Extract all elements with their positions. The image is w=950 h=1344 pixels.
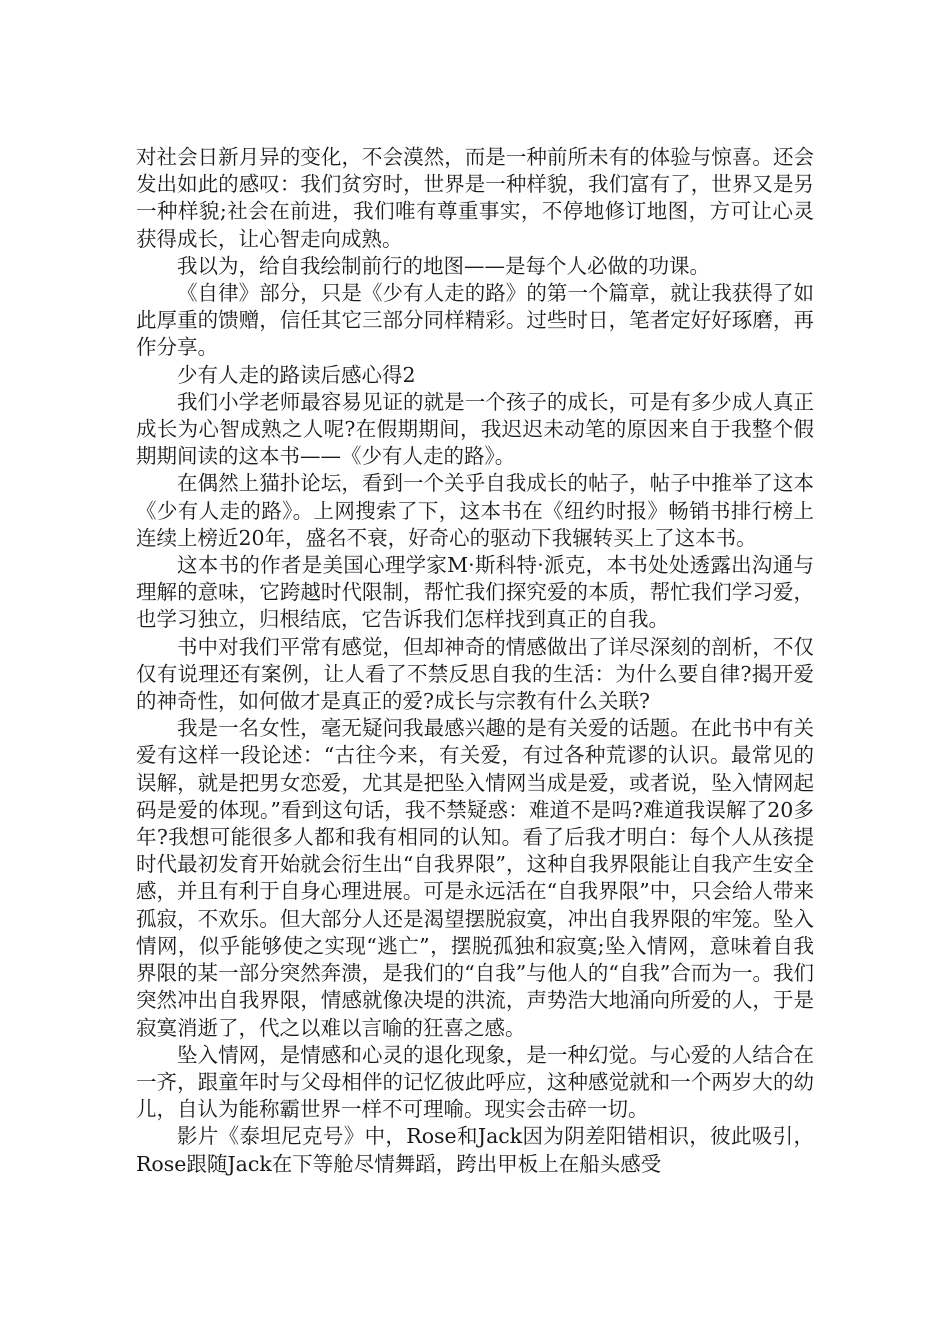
paragraph-continued: 对社会日新月异的变化，不会漠然，而是一种前所未有的体验与惊喜。还会发出如此的感叹：我们贫穷时，世界是一种样貌，我们富有了，世界又是另一种样貌;社会在前进，我们唯有尊重事实，不停地修订地图，方可让心灵获得成长，让心智走向成熟。 <box>136 145 814 251</box>
paragraph: 影片《泰坦尼克号》中，Rose和Jack因为阴差阳错相识，彼此吸引，Rose跟随Jack在下等舱尽情舞蹈，跨出甲板上在船头感受 <box>136 1124 814 1176</box>
paragraph: 书中对我们平常有感觉，但却神奇的情感做出了详尽深刻的剖析，不仅仅有说理还有案例，让人看了不禁反思自我的生活：为什么要自律?揭开爱的神奇性，如何做才是真正的爱?成长与宗教有什么关联? <box>136 634 814 714</box>
paragraph: 坠入情网，是情感和心灵的退化现象，是一种幻觉。与心爱的人结合在一齐，跟童年时与父母相伴的记忆彼此呼应，这种感觉就和一个两岁大的幼儿，自认为能称霸世界一样不可理喻。现实会击碎一切。 <box>136 1042 814 1122</box>
paragraph: 《自律》部分，只是《少有人走的路》的第一个篇章，就让我获得了如此厚重的馈赠，信任其它三部分同样精彩。过些时日，笔者定好好琢磨，再作分享。 <box>136 281 814 360</box>
paragraph: 我们小学老师最容易见证的就是一个孩子的成长，可是有多少成人真正成长为心智成熟之人呢?在假期期间，我迟迟未动笔的原因来自于我整个假期期间读的这本书——《少有人走的路》。 <box>136 389 814 469</box>
paragraph: 我是一名女性，毫无疑问我最感兴趣的是有关爱的话题。在此书中有关爱有这样一段论述：“古往今来，有关爱，有过各种荒谬的认识。最常见的误解，就是把男女恋爱，尤其是把坠入情网当成是爱，或者说，坠入情网起码是爱的体现。”看到这句话，我不禁疑惑：难道不是吗?难道我误解了20多年?我想可能很多人都和我有相同的认知。看了后我才明白：每个人从孩提时代最初发育开始就会衍生出“自我界限”，这种自我界限能让自我产生安全感，并且有利于自身心理进展。可是永远活在“自我界限”中，只会给人带来孤寂，不欢乐。但大部分人还是渴望摆脱寂寞，冲出自我界限的牢笼。坠入情网，似乎能够使之实现“逃亡”，摆脱孤独和寂寞;坠入情网，意味着自我界限的某一部分突然奔溃，是我们的“自我”与他人的“自我”合而为一。我们突然冲出自我界限，情感就像决堤的洪流，声势浩大地涌向所爱的人，于是寂寞消逝了，代之以难以言喻的狂喜之感。 <box>136 716 814 1040</box>
paragraph: 我以为，给自我绘制前行的地图——是每个人必做的功课。 <box>177 253 710 278</box>
paragraph: 在偶然上猫扑论坛，看到一个关乎自我成长的帖子，帖子中推举了这本《少有人走的路》。上网搜索了下，这本书在《纽约时报》畅销书排行榜上连续上榜近20年，盛名不衰，好奇心的驱动下我辗转买上了这本书。 <box>136 471 814 550</box>
document-page <box>136 144 814 1178</box>
section-heading: 少有人走的路读后感心得2 <box>177 362 416 387</box>
paragraph: 这本书的作者是美国心理学家M·斯科特·派克，本书处处透露出沟通与理解的意味，它跨越时代限制，帮忙我们探究爱的本质，帮忙我们学习爱，也学习独立，归根结底，它告诉我们怎样找到真正的自我。 <box>136 553 814 632</box>
